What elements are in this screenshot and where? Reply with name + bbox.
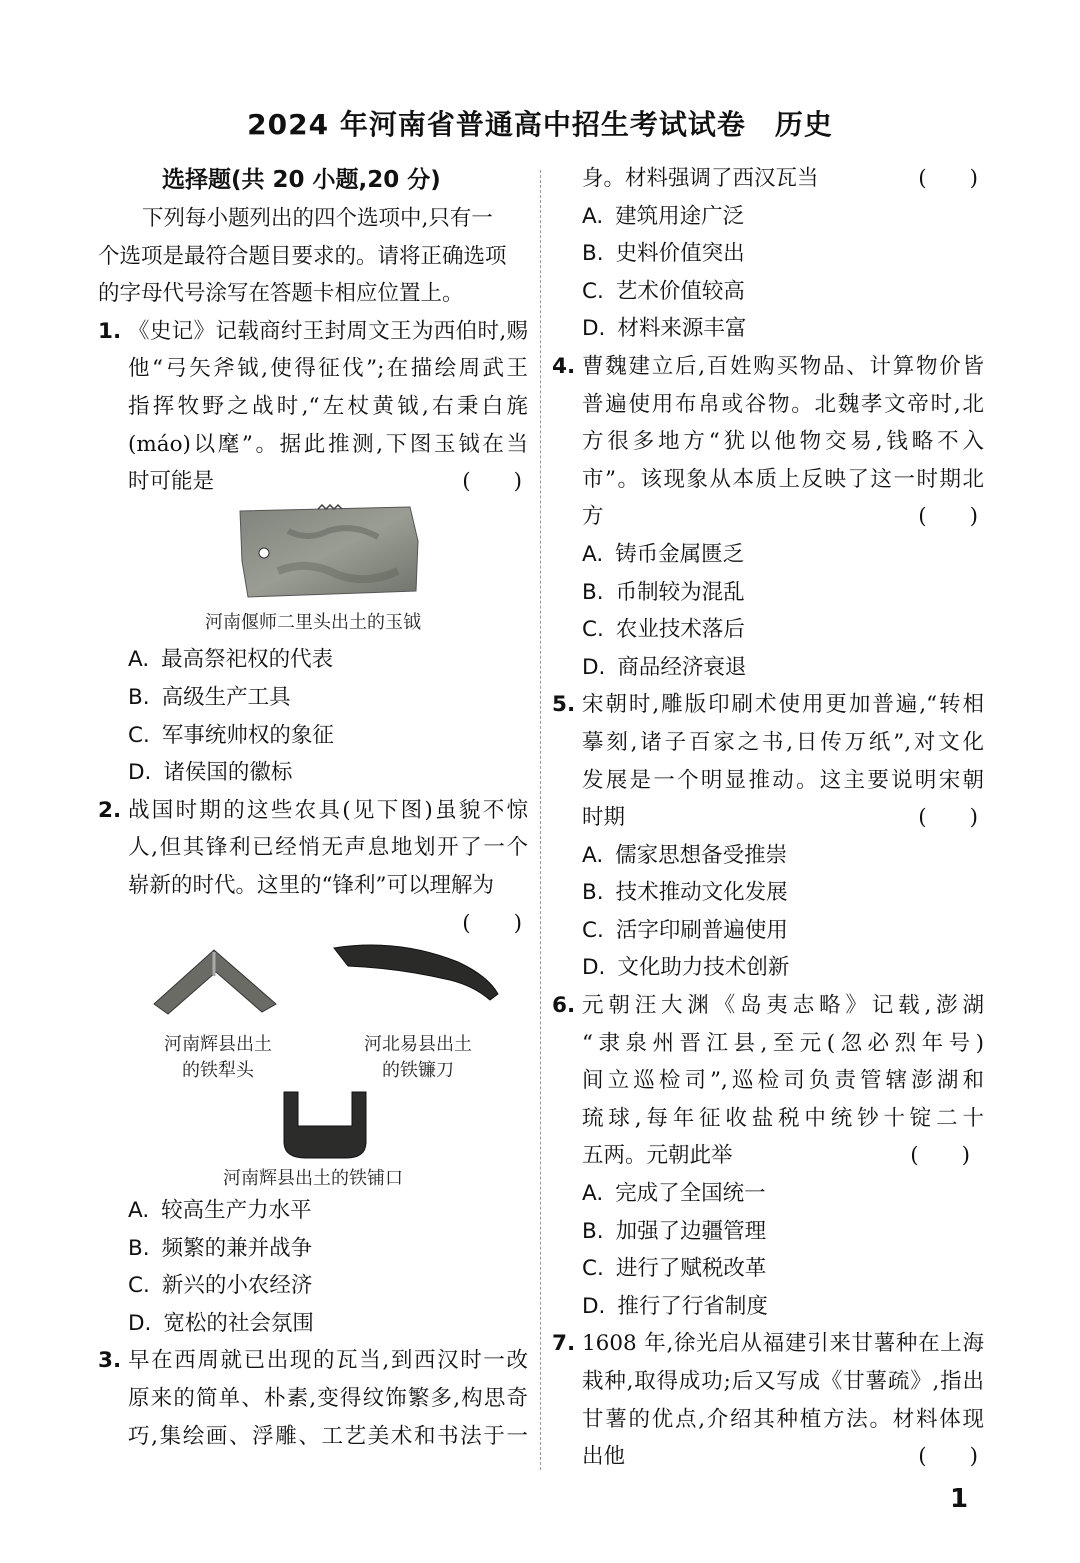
question-text: 普遍使用布帛或谷物。北魏孝文帝时,北	[582, 391, 984, 417]
question-2	[98, 792, 528, 1343]
question-text: 市”。该现象从本质上反映了这一时期北	[582, 466, 984, 492]
question-text: (máo)以麾”。据此推测,下图玉钺在当	[128, 431, 528, 457]
page-number: 1	[950, 1484, 969, 1514]
question-5	[552, 686, 984, 987]
question-text: 曹魏建立后,百姓购买物品、计算物价皆	[582, 353, 984, 379]
instructions-line: 下列每小题列出的四个选项中,只有一	[142, 206, 493, 231]
option-c[interactable]: C. 艺术价值较高	[582, 278, 745, 304]
question-text: 栽种,取得成功;后又写成《甘薯疏》,指出	[582, 1369, 984, 1394]
option-a[interactable]: A. 较高生产力水平	[128, 1198, 312, 1224]
question-4	[552, 348, 984, 686]
question-text: 崭新的时代。这里的“锋利”可以理解为	[128, 872, 494, 898]
question-text: 早在西周就已出现的瓦当,到西汉时一改	[128, 1348, 528, 1374]
question-text: 战国时期的这些农具(见下图)虽貌不惊	[128, 797, 528, 823]
option-d[interactable]: D. 文化助力技术创新	[582, 955, 790, 981]
figure-caption: 的铁犁头	[182, 1060, 254, 1082]
question-text: 方很多地方“犹以他物交易,钱略不入	[582, 429, 984, 455]
answer-blank[interactable]: ( )	[918, 504, 978, 530]
question-text: 出他	[582, 1444, 626, 1470]
option-c[interactable]: C. 军事统帅权的象征	[128, 722, 334, 748]
question-text: 摹刻,诸子百家之书,日传万纸”,对文化	[582, 729, 984, 755]
question-3	[98, 1342, 528, 1455]
question-text: 方	[582, 504, 604, 530]
question-text: 人,但其锋利已经悄无声息地划开了一个	[128, 835, 528, 861]
option-b[interactable]: B. 币制较为混乱	[582, 579, 745, 605]
question-text: 间立巡检司”,巡检司负责管辖澎湖和	[582, 1068, 984, 1094]
question-text: 时可能是	[128, 469, 215, 495]
question-text: 指挥牧野之战时,“左杖黄钺,右秉白旄	[128, 393, 528, 419]
figure-caption: 河南辉县出土的铁铺口	[223, 1168, 403, 1190]
question-6	[552, 987, 984, 1325]
option-d[interactable]: D. 商品经济衰退	[582, 654, 747, 680]
option-b[interactable]: B. 频繁的兼并战争	[128, 1235, 313, 1261]
question-text: 甘薯的优点,介绍其种植方法。材料体现	[582, 1406, 984, 1432]
left-column	[98, 160, 528, 1455]
question-text: 巧,集绘画、浮雕、工艺美术和书法于一	[128, 1423, 528, 1449]
instructions-line: 的字母代号涂写在答题卡相应位置上。	[98, 281, 464, 307]
jade-axe-figure	[98, 501, 528, 604]
option-d[interactable]: D. 推行了行省制度	[582, 1293, 768, 1319]
option-a[interactable]: A. 铸币金属匮乏	[582, 541, 745, 567]
instructions-line: 个选项是最符合题目要求的。请将正确选项	[98, 243, 507, 269]
page-title: 2024 年河南省普通高中招生考试试卷 历史	[247, 108, 833, 141]
option-b[interactable]: B. 高级生产工具	[128, 684, 291, 710]
question-text: 1608 年,徐光启从福建引来甘薯种在上海	[582, 1331, 984, 1357]
answer-blank[interactable]: ( )	[918, 805, 978, 831]
question-number: 6.	[552, 993, 576, 1019]
question-7	[552, 1325, 984, 1475]
question-number: 2.	[98, 797, 122, 823]
iron-tools-figure	[98, 942, 528, 1192]
answer-blank[interactable]: ( )	[462, 910, 522, 936]
jade-axe-image	[98, 501, 528, 604]
question-text: 他“弓矢斧钺,使得征伐”;在描绘周武王	[128, 356, 528, 382]
option-d[interactable]: D. 诸侯国的徽标	[128, 760, 293, 786]
question-text: “隶泉州晋江县,至元(忽必烈年号)	[582, 1030, 984, 1056]
question-3-continued	[552, 160, 984, 348]
figure-caption: 河南辉县出土	[164, 1034, 272, 1056]
question-text: 时期	[582, 805, 626, 831]
question-number: 1.	[98, 318, 122, 344]
option-b[interactable]: B. 史料价值突出	[582, 241, 745, 267]
answer-blank[interactable]: ( )	[462, 469, 522, 495]
question-number: 3.	[98, 1348, 122, 1374]
option-b[interactable]: B. 加强了边疆管理	[582, 1218, 767, 1244]
question-1	[98, 313, 528, 792]
option-d[interactable]: D. 宽松的社会氛围	[128, 1310, 314, 1336]
answer-blank[interactable]: ( )	[910, 1143, 970, 1169]
option-a[interactable]: A. 建筑用途广泛	[582, 203, 745, 229]
column-divider	[540, 170, 541, 1470]
option-c[interactable]: C. 新兴的小农经济	[128, 1273, 313, 1299]
section-heading: 选择题(共 20 小题,20 分)	[162, 167, 441, 193]
option-c[interactable]: C. 进行了赋税改革	[582, 1256, 767, 1282]
question-text: 原来的简单、朴素,变得纹饰繁多,构思奇	[128, 1386, 528, 1412]
question-text: 五两。元朝此举	[582, 1143, 733, 1169]
option-d[interactable]: D. 材料来源丰富	[582, 316, 747, 342]
question-number: 7.	[552, 1331, 576, 1357]
question-text: 琉球,每年征收盐税中统钞十锭二十	[582, 1105, 984, 1131]
question-number: 5.	[552, 692, 576, 718]
option-b[interactable]: B. 技术推动文化发展	[582, 880, 788, 906]
question-text: 身。材料强调了西汉瓦当	[582, 166, 819, 191]
option-c[interactable]: C. 活字印刷普遍使用	[582, 917, 788, 943]
question-text: 宋朝时,雕版印刷术使用更加普遍,“转相	[582, 692, 984, 718]
figure-caption: 河北易县出土	[364, 1034, 472, 1056]
figure-caption: 的铁镰刀	[382, 1060, 454, 1082]
answer-blank[interactable]: ( )	[918, 1444, 978, 1470]
option-a[interactable]: A. 儒家思想备受推崇	[582, 842, 788, 868]
option-a[interactable]: A. 完成了全国统一	[582, 1181, 766, 1207]
option-c[interactable]: C. 农业技术落后	[582, 617, 745, 643]
question-text: 《史记》记载商纣王封周文王为西伯时,赐	[128, 318, 528, 344]
figure-caption: 河南偃师二里头出土的玉钺	[205, 611, 421, 633]
question-text: 元朝汪大渊《岛夷志略》记载,澎湖	[582, 993, 984, 1019]
right-column	[552, 160, 984, 1476]
question-text: 发展是一个明显推动。这主要说明宋朝	[582, 767, 984, 793]
question-number: 4.	[552, 353, 576, 379]
answer-blank[interactable]: ( )	[918, 166, 978, 191]
option-a[interactable]: A. 最高祭祀权的代表	[128, 647, 334, 673]
